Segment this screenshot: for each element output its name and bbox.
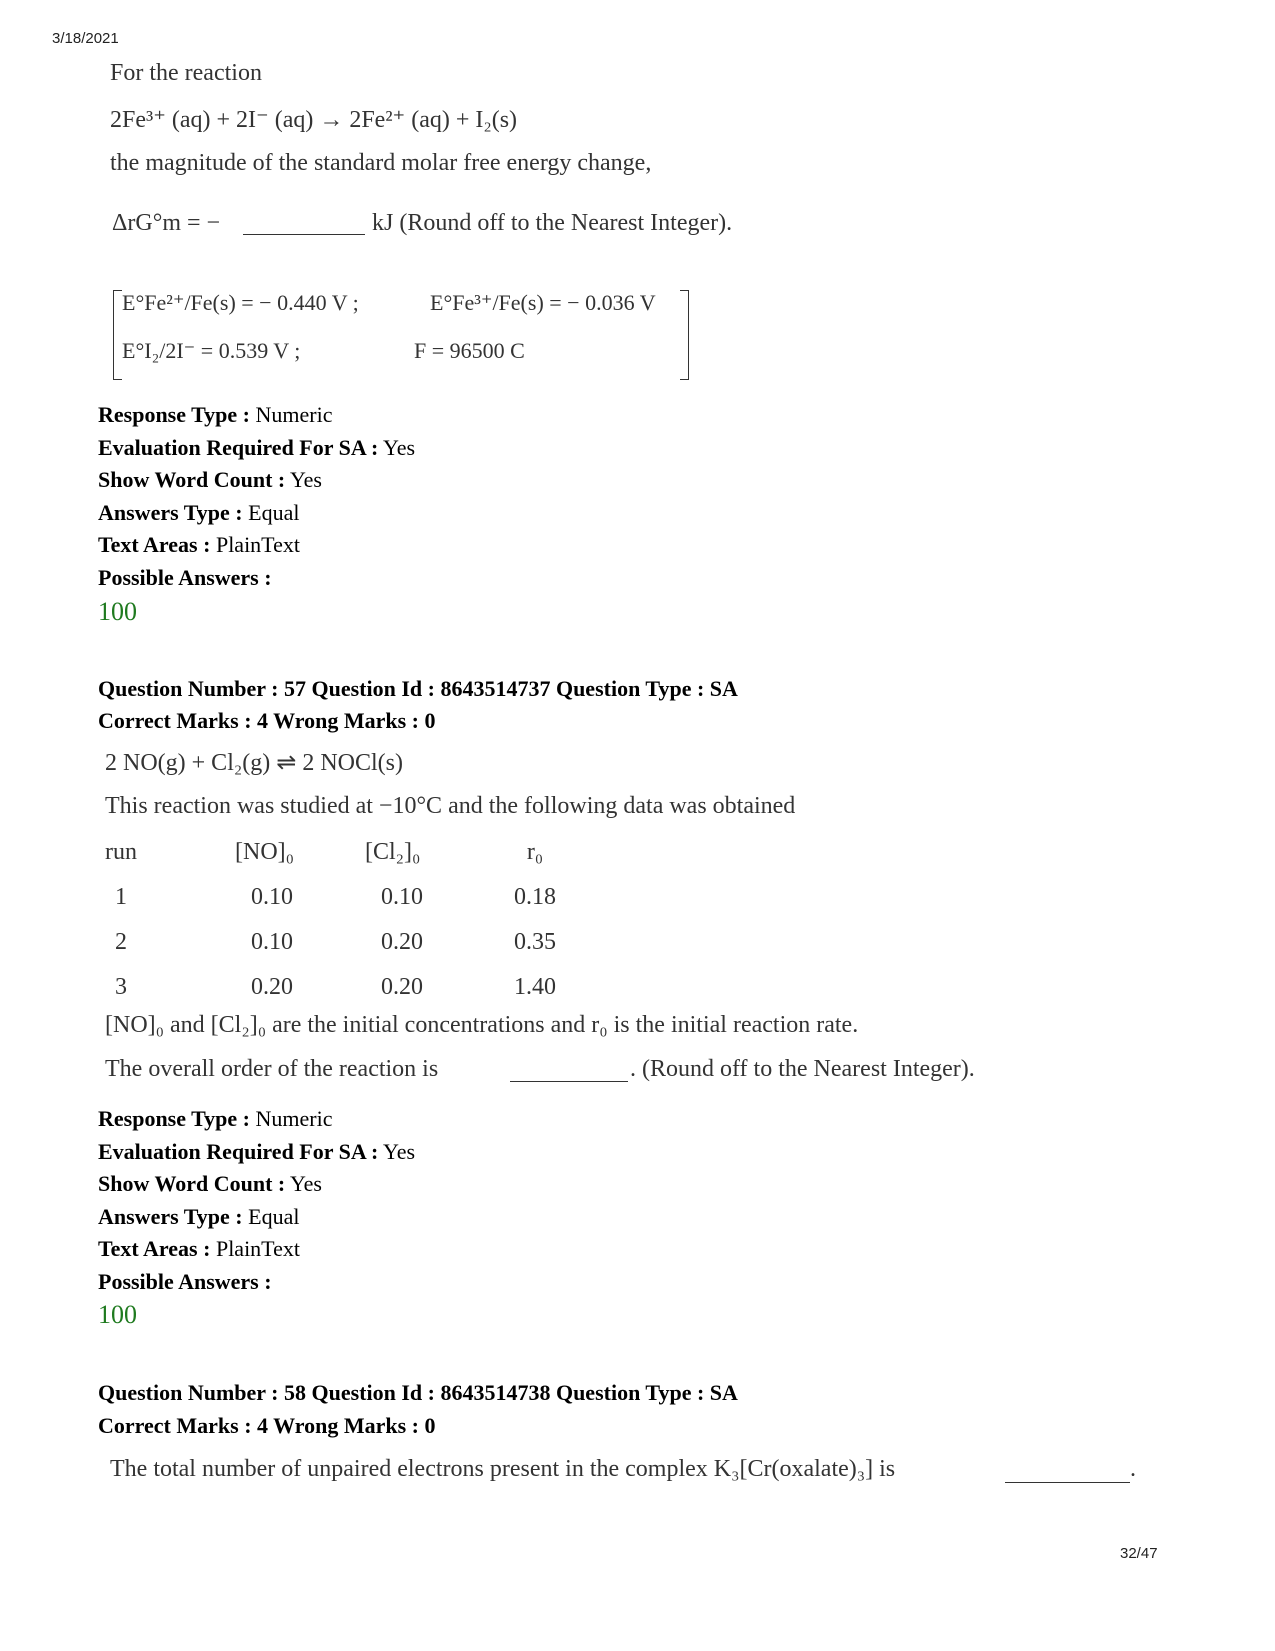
q58-period: . — [1130, 1456, 1136, 1482]
q57-line3b: . (Round off to the Nearest Integer). — [630, 1056, 975, 1082]
q58-answer-blank — [1005, 1481, 1130, 1483]
q56-unit-note: kJ (Round off to the Nearest Integer). — [372, 210, 733, 236]
q56-data-row1a: E°Fe²⁺/Fe(s) = − 0.440 V ; — [122, 290, 359, 315]
q56-equation: 2Fe³⁺ (aq) + 2I⁻ (aq) → 2Fe²⁺ (aq) + I₂(s) — [110, 107, 518, 133]
col-header-run: run — [105, 839, 137, 865]
cell-run: 1 — [115, 884, 127, 910]
left-bracket — [113, 290, 122, 380]
table-row — [105, 875, 575, 920]
q56-answer: 100 — [98, 597, 137, 626]
col-header-cl2: [Cl₂]₀ — [365, 839, 421, 865]
q56-delta-label: ΔrG°m = − — [112, 210, 221, 236]
q58-header: Question Number : 58 Question Id : 8643514738 Question Type : SA — [98, 1380, 738, 1405]
cell-run: 2 — [115, 929, 127, 955]
q56-response-type: Response Type : Numeric — [98, 402, 333, 427]
q57-possible-answers-label: Possible Answers : — [98, 1269, 272, 1294]
table-row — [105, 965, 575, 1010]
q56-answers-type: Answers Type : Equal — [98, 500, 300, 525]
print-date: 3/18/2021 — [52, 30, 119, 47]
col-header-r0: r₀ — [526, 839, 544, 865]
q57-answers-type: Answers Type : Equal — [98, 1204, 300, 1229]
cell-cl2: 0.20 — [381, 929, 423, 955]
q56-word-count: Show Word Count : Yes — [98, 467, 322, 492]
cell-no: 0.20 — [251, 974, 293, 1000]
cell-r0: 0.35 — [514, 929, 556, 955]
q56-data-row2a: E°I₂/2I⁻ = 0.539 V ; — [122, 338, 301, 363]
q57-answer-blank — [510, 1080, 628, 1082]
q56-data-row1b: E°Fe³⁺/Fe(s) = − 0.036 V — [430, 290, 656, 315]
q56-intro: For the reaction — [110, 60, 262, 86]
q57-line3a: The overall order of the reaction is — [105, 1056, 439, 1082]
table-header-row — [105, 830, 575, 875]
right-bracket — [680, 290, 689, 380]
q57-word-count: Show Word Count : Yes — [98, 1171, 322, 1196]
cell-cl2: 0.20 — [381, 974, 423, 1000]
cell-r0: 1.40 — [514, 974, 556, 1000]
q56-answer-blank — [243, 233, 365, 235]
q57-equation: 2 NO(g) + Cl₂(g) ⇌ 2 NOCl(s) — [105, 750, 403, 776]
cell-no: 0.10 — [251, 884, 293, 910]
table-row — [105, 920, 575, 965]
q57-answer: 100 — [98, 1300, 137, 1329]
q57-data-table — [105, 830, 575, 1010]
q57-eval-required: Evaluation Required For SA : Yes — [98, 1139, 416, 1164]
q56-eval-required: Evaluation Required For SA : Yes — [98, 435, 416, 460]
q57-marks: Correct Marks : 4 Wrong Marks : 0 — [98, 708, 436, 733]
page-number: 32/47 — [1120, 1545, 1158, 1562]
q57-line1: This reaction was studied at −10°C and the following data was obtained — [105, 793, 796, 819]
cell-r0: 0.18 — [514, 884, 556, 910]
q56-text-areas: Text Areas : PlainText — [98, 532, 300, 557]
q58-text: The total number of unpaired electrons present in the complex K₃[Cr(oxalate)₃] is — [110, 1456, 896, 1482]
q58-marks: Correct Marks : 4 Wrong Marks : 0 — [98, 1413, 436, 1438]
col-header-no: [NO]₀ — [235, 839, 295, 865]
cell-cl2: 0.10 — [381, 884, 423, 910]
cell-no: 0.10 — [251, 929, 293, 955]
q56-data-row2b: F = 96500 C — [414, 338, 525, 363]
q57-response-type: Response Type : Numeric — [98, 1106, 333, 1131]
q56-line2: the magnitude of the standard molar free energy change, — [110, 150, 652, 176]
q57-header: Question Number : 57 Question Id : 8643514737 Question Type : SA — [98, 676, 738, 701]
q56-possible-answers-label: Possible Answers : — [98, 565, 272, 590]
cell-run: 3 — [115, 974, 127, 1000]
q57-line2: [NO]₀ and [Cl₂]₀ are the initial concentrations and r₀ is the initial reaction rate. — [105, 1012, 859, 1038]
q57-text-areas: Text Areas : PlainText — [98, 1236, 300, 1261]
